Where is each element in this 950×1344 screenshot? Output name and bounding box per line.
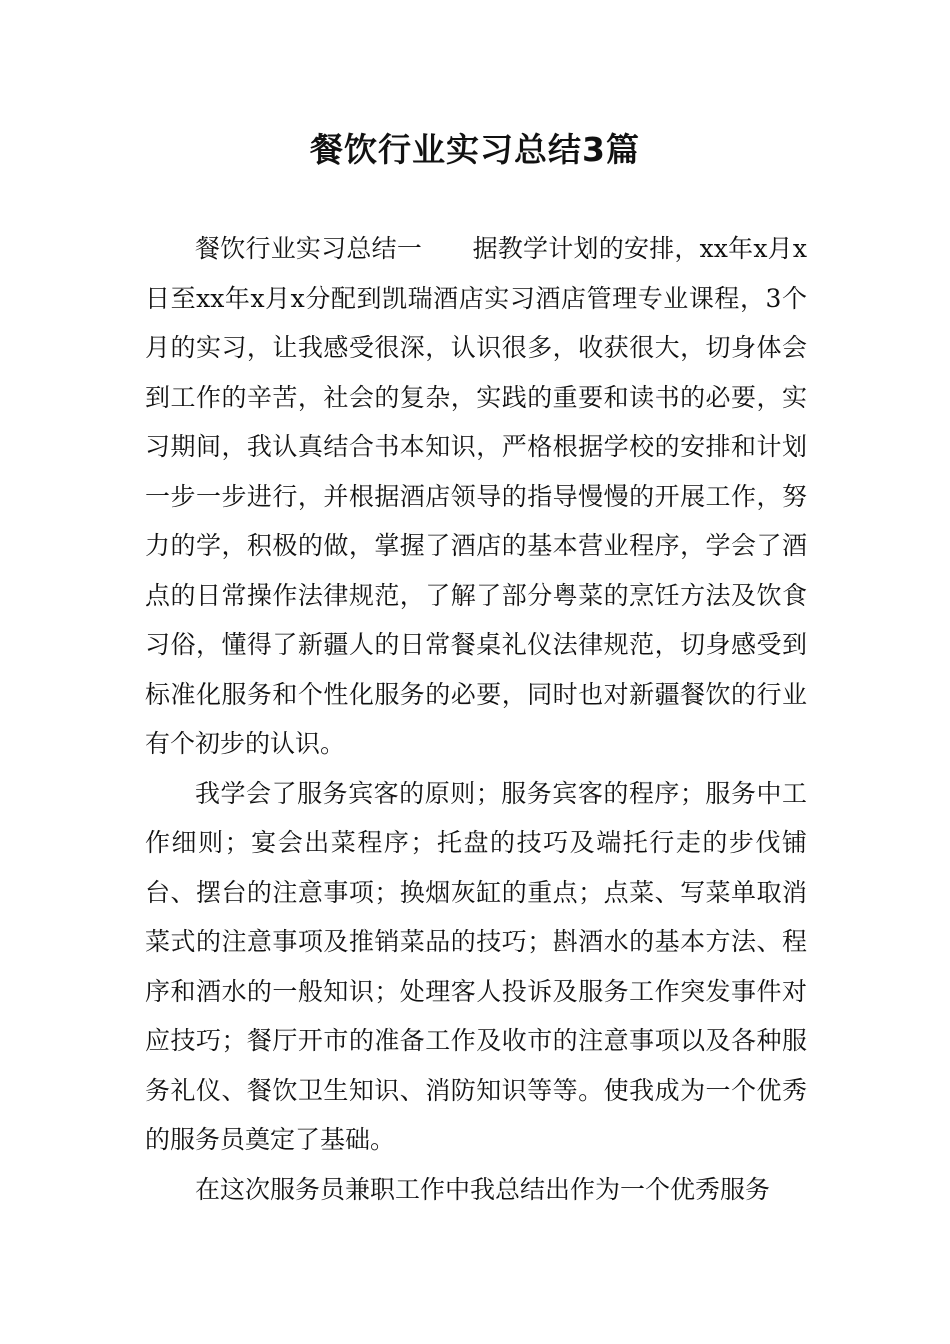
document-body [145,224,807,1214]
paragraph: 餐饮行业实习总结一 据教学计划的安排，xx年x月x日至xx年x月x分配到凯瑞酒店实习酒店管理专业课程，3个月的实习，让我感受很深，认识很多，收获很大，切身体会到工作的辛苦，社会的复杂，实践的重要和读书的必要，实习期间，我认真结合书本知识，严格根据学校的安排和计划一步一步进行，并根据酒店领导的指导慢慢的开展工作，努力的学，积极的做，掌握了酒店的基本营业程序，学会了酒点的日常操作法律规范，了解了部分粤菜的烹饪方法及饮食习俗，懂得了新疆人的日常餐桌礼仪法律规范，切身感受到标准化服务和个性化服务的必要，同时也对新疆餐饮的行业有个初步的认识。 [145,234,807,758]
paragraph: 在这次服务员兼职工作中我总结出作为一个优秀服务 [195,1174,771,1204]
paragraph: 我学会了服务宾客的原则；服务宾客的程序；服务中工作细则；宴会出菜程序；托盘的技巧及端托行走的步伐铺台、摆台的注意事项；换烟灰缸的重点；点菜、写菜单取消菜式的注意事项及推销菜品的技巧；斟酒水的基本方法、程序和酒水的一般知识；处理客人投诉及服务工作突发事件对应技巧；餐厅开市的准备工作及收市的注意事项以及各种服务礼仪、餐饮卫生知识、消防知识等等。使我成为一个优秀的服务员奠定了基础。 [145,778,807,1154]
document-title: 餐饮行业实习总结3篇 [310,130,640,169]
